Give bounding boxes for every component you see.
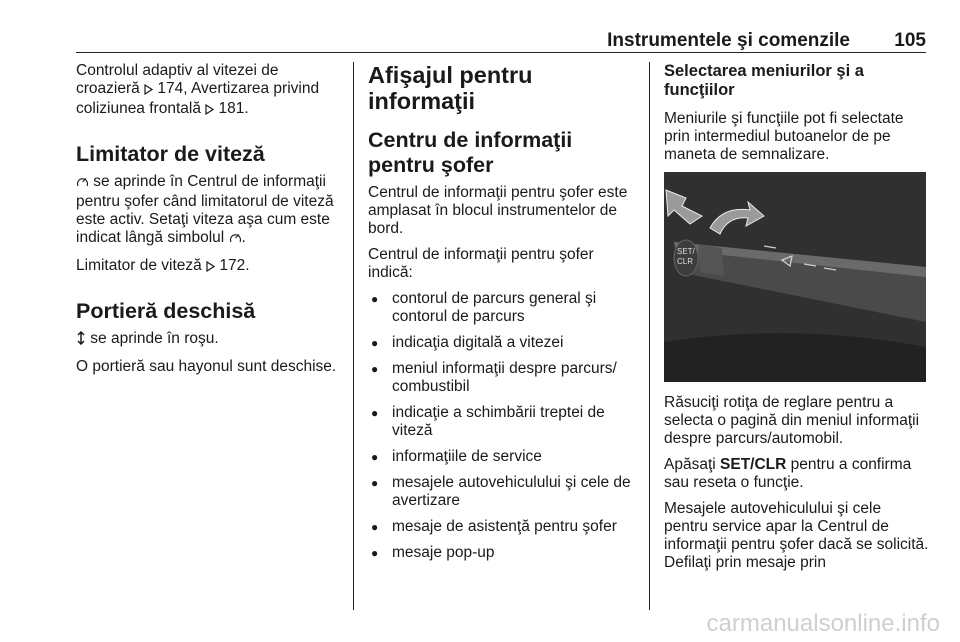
list-item: ● mesajele autovehiculului şi cele de avertizare <box>368 474 638 510</box>
button-label-clr: CLR <box>677 257 694 266</box>
page-header <box>76 30 926 52</box>
set-clr-term: SET/CLR <box>720 456 787 473</box>
list-item: ● informaţiile de service <box>368 448 638 466</box>
intro-paragraph: Controlul adaptiv al vitezei de croazieră 174, Avertizarea privind coliziunea frontală 181. <box>76 62 346 120</box>
speed-limiter-paragraph: se aprinde în Centrul de informaţii pentru şofer când limitatorul de viteză este activ. Setaţi viteza aşa cum este indicat lângă simbolul . <box>76 173 346 249</box>
lever-illustration <box>664 172 926 382</box>
speed-limiter-link[interactable]: 172. <box>215 257 250 274</box>
list-item: ● contorul de parcurs general şi contorul de parcurs <box>368 290 638 326</box>
arrow-ref-icon <box>205 102 214 120</box>
speed-limiter-icon <box>76 175 89 193</box>
dic-indicates: Centrul de informaţii pentru şofer indică: <box>368 246 594 281</box>
dic-description: Centrul de informaţii pentru şofer este amplasat în blocul instrumentelor de bord. <box>368 184 628 237</box>
door-open-paragraph: se aprinde în roşu. <box>76 330 346 350</box>
watermark: carmanualsonline.info <box>706 610 940 637</box>
list-item: ● indicaţia digitală a vitezei <box>368 334 638 352</box>
list-item: ● meniul informaţii despre parcurs/ combustibil <box>368 360 638 396</box>
section-heading-speed-limiter: Limitator de viteză <box>76 142 265 166</box>
door-open-desc: O portieră sau hayonul sunt deschise. <box>76 358 337 375</box>
section-heading-door-open: Portieră deschisă <box>76 299 256 323</box>
button-label-set: SET/ <box>677 247 695 256</box>
speed-limiter-ref: Limitator de viteză 172. <box>76 257 346 277</box>
column-2 <box>368 62 638 570</box>
list-item: ● mesaje de asistenţă pentru şofer <box>368 518 638 536</box>
column-3 <box>664 62 929 580</box>
chapter-heading: Afişajul pentru informaţii <box>368 62 533 114</box>
column-divider-1 <box>353 62 354 610</box>
intro-link-collision[interactable]: 181. <box>214 100 249 117</box>
running-title: Instrumentele şi comenzile <box>607 30 850 51</box>
intro-link-acc[interactable]: 174, Avertizarea privind <box>153 80 320 97</box>
arrow-ref-icon <box>144 82 153 100</box>
menu-selection-intro: Meniurile şi funcţiile pot fi selectate prin intermediul butoanelor de pe maneta de semnalizare. <box>664 110 904 163</box>
dic-bullet-list <box>368 290 638 562</box>
speed-limiter-icon <box>229 231 242 249</box>
column-1 <box>76 62 346 384</box>
turn-signal-lever-figure <box>664 172 926 382</box>
list-item: ● indicaţie a schimbării treptei de viteză <box>368 404 638 440</box>
column-divider-2 <box>649 62 650 610</box>
arrow-ref-icon <box>206 259 215 277</box>
rotate-instruction: Răsuciţi rotiţa de reglare pentru a selecta o pagină din meniul informaţii despre parcurs/automobil. <box>664 394 920 447</box>
press-instruction: Apăsaţi SET/CLR pentru a confirma sau reseta o funcţie. <box>664 456 912 491</box>
subheading-driver-info-center: Centru de informaţii pentru şofer <box>368 128 573 177</box>
door-open-icon <box>76 331 86 350</box>
header-rule <box>76 52 926 53</box>
messages-paragraph: Mesajele autovehiculului şi cele pentru service apar la Centrul de informaţii pentru şofer dacă se solicită. Defilaţi prin mesaje prin <box>664 500 929 571</box>
page-number: 105 <box>894 30 926 51</box>
list-item: ● mesaje pop-up <box>368 544 638 562</box>
subheading-menu-selection: Selectarea meniurilor şi a funcţiilor <box>664 62 864 99</box>
